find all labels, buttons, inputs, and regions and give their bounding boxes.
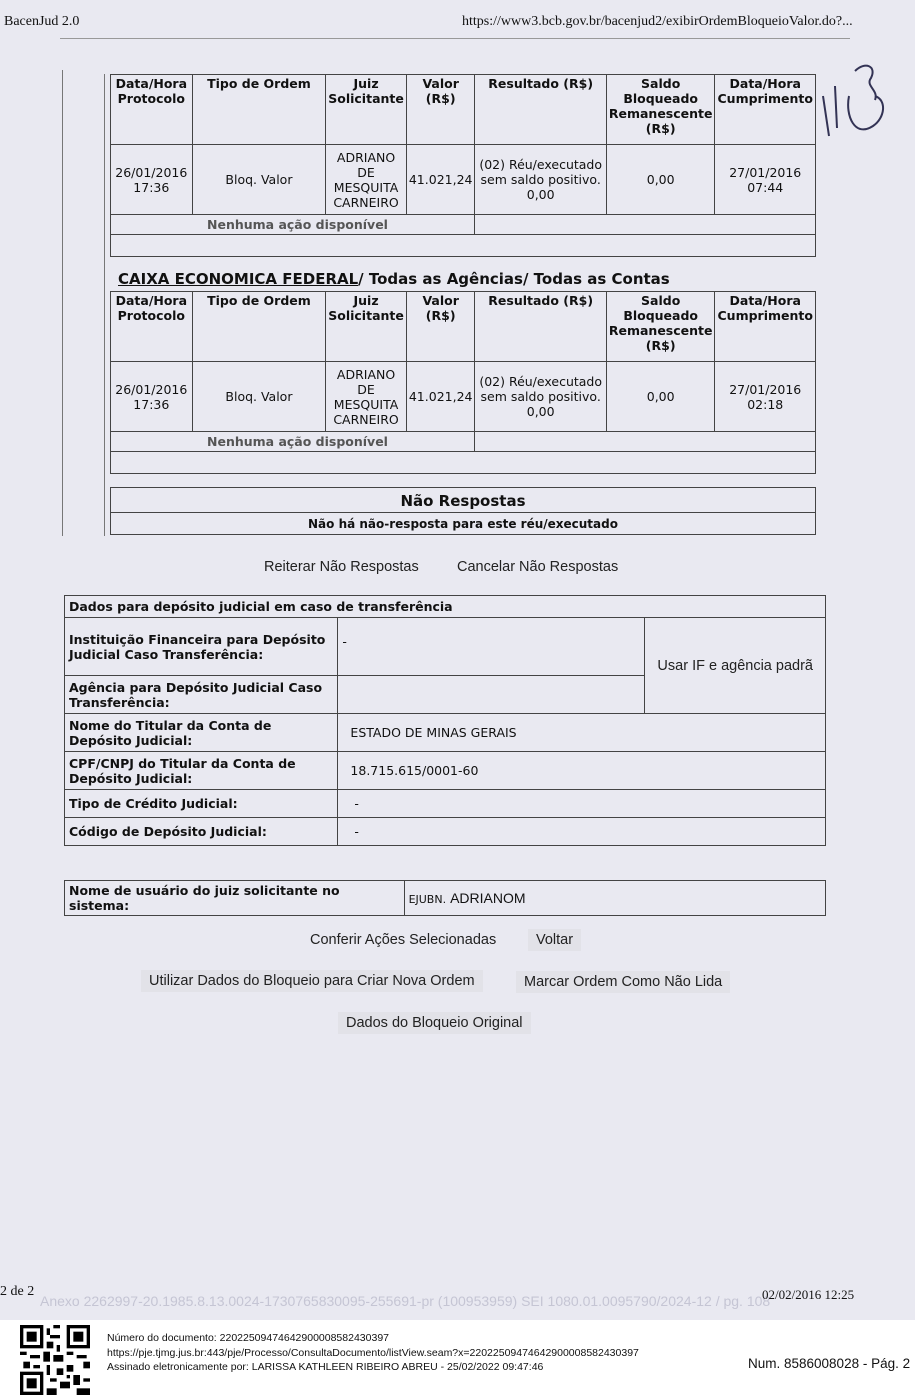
instituicao-label: Instituição Financeira para Depósito Judicial Caso Transferência: bbox=[65, 618, 338, 676]
cpf-label: CPF/CNPJ do Titular da Conta de Depósito Judicial: bbox=[65, 752, 338, 790]
usuario-table bbox=[64, 880, 826, 916]
cell-resultado: (02) Réu/executado sem saldo positivo. 0,00 bbox=[475, 362, 606, 432]
watermark: Anexo 2262997-20.1985.8.13.0024-1730765830095-255691-pr (100953959) SEI 1080.01.0095790/2024-12 / pg. 108 bbox=[40, 1293, 771, 1309]
codigo-deposito-label: Código de Depósito Judicial: bbox=[65, 818, 338, 846]
col-juiz: Juiz Solicitante bbox=[326, 292, 407, 362]
divider bbox=[104, 74, 105, 536]
no-action-text: Nenhuma ação disponível bbox=[111, 432, 475, 452]
table-row bbox=[111, 145, 816, 215]
usar-if-button[interactable]: Usar IF e agência padrã bbox=[657, 657, 813, 674]
cell-tipo: Bloq. Valor bbox=[192, 145, 326, 215]
no-action-text: Nenhuma ação disponível bbox=[111, 215, 475, 235]
cell-saldo: 0,00 bbox=[606, 145, 715, 215]
cell-tipo: Bloq. Valor bbox=[192, 362, 326, 432]
col-juiz: Juiz Solicitante bbox=[326, 75, 407, 145]
col-saldo: Saldo Bloqueado Remanescente (R$) bbox=[606, 75, 715, 145]
cell-cumprimento: 27/01/2016 07:44 bbox=[715, 145, 816, 215]
usuario-label: Nome de usuário do juiz solicitante no sistema: bbox=[65, 881, 405, 916]
cell-juiz: ADRIANO DE MESQUITA CARNEIRO bbox=[326, 145, 407, 215]
cell-juiz: ADRIANO DE MESQUITA CARNEIRO bbox=[326, 362, 407, 432]
reiterar-button[interactable]: Reiterar Não Respostas bbox=[264, 559, 419, 575]
document-number: Número do documento: 22022509474642900008582430397 bbox=[107, 1332, 389, 1344]
codigo-deposito-value: - bbox=[338, 818, 826, 846]
agencia-label: Agência para Depósito Judicial Caso Transferência: bbox=[65, 676, 338, 714]
dados-original-button[interactable]: Dados do Bloqueio Original bbox=[338, 1012, 531, 1034]
ordem-table-1 bbox=[110, 74, 816, 257]
cell-resultado: (02) Réu/executado sem saldo positivo. 0,00 bbox=[475, 145, 606, 215]
cpf-value: 18.715.615/0001-60 bbox=[338, 752, 826, 790]
cell-valor: 41.021,24 bbox=[406, 362, 475, 432]
tipo-credito-value: - bbox=[338, 790, 826, 818]
cell-valor: 41.021,24 bbox=[406, 145, 475, 215]
col-resultado: Resultado (R$) bbox=[475, 292, 606, 362]
col-protocolo: Data/Hora Protocolo bbox=[111, 75, 193, 145]
document-info bbox=[107, 1331, 639, 1375]
nao-respostas-title: Não Respostas bbox=[400, 492, 526, 510]
tipo-credito-label: Tipo de Crédito Judicial: bbox=[65, 790, 338, 818]
table-row bbox=[111, 432, 816, 452]
nao-respostas-message: Não há não-resposta para este réu/executado bbox=[308, 517, 618, 531]
col-resultado: Resultado (R$) bbox=[475, 75, 606, 145]
cell-protocolo: 26/01/2016 17:36 bbox=[111, 362, 193, 432]
col-cumprimento: Data/Hora Cumprimento bbox=[715, 292, 816, 362]
bank-suffix: / Todas as Agências/ Todas as Contas bbox=[358, 270, 670, 288]
divider bbox=[62, 70, 63, 536]
instituicao-value: - bbox=[338, 618, 645, 676]
conferir-button[interactable]: Conferir Ações Selecionadas bbox=[310, 932, 497, 948]
bank-title bbox=[118, 270, 670, 288]
usuario-prefix: EJUBN. bbox=[408, 893, 447, 906]
deposito-title: Dados para depósito judicial em caso de transferência bbox=[65, 596, 826, 618]
usuario-value bbox=[404, 881, 825, 916]
table-row bbox=[111, 215, 816, 235]
marcar-nao-lida-button[interactable]: Marcar Ordem Como Não Lida bbox=[516, 971, 730, 993]
col-valor: Valor (R$) bbox=[406, 75, 475, 145]
qr-code-icon bbox=[20, 1325, 90, 1395]
cell-saldo: 0,00 bbox=[606, 362, 715, 432]
cell-protocolo: 26/01/2016 17:36 bbox=[111, 145, 193, 215]
col-saldo: Saldo Bloqueado Remanescente (R$) bbox=[606, 292, 715, 362]
ordem-table-2 bbox=[110, 291, 816, 474]
document-url: https://pje.tjmg.jus.br:443/pje/Processo/ConsultaDocumento/listView.seam?x=22022509474642900008582430397 bbox=[107, 1346, 639, 1359]
usuario-login: ADRIANOM bbox=[450, 890, 526, 906]
browser-title: BacenJud 2.0 bbox=[4, 14, 80, 29]
nao-respostas-box bbox=[110, 487, 816, 535]
table-header-row bbox=[111, 292, 816, 362]
document-signature: Assinado eletronicamente por: LARISSA KATHLEEN RIBEIRO ABREU - 25/02/2022 09:47:46 bbox=[107, 1361, 544, 1373]
voltar-button[interactable]: Voltar bbox=[528, 929, 581, 951]
document-page-number: Num. 8586008028 - Pág. 2 bbox=[748, 1356, 911, 1371]
page-indicator: 2 de 2 bbox=[0, 1284, 35, 1299]
titular-value: ESTADO DE MINAS GERAIS bbox=[338, 714, 826, 752]
divider bbox=[60, 38, 850, 39]
col-tipo: Tipo de Ordem bbox=[192, 292, 326, 362]
table-row bbox=[111, 362, 816, 432]
col-tipo: Tipo de Ordem bbox=[192, 75, 326, 145]
utilizar-dados-button[interactable]: Utilizar Dados do Bloqueio para Criar Nova Ordem bbox=[141, 970, 483, 992]
cell-cumprimento: 27/01/2016 02:18 bbox=[715, 362, 816, 432]
cancelar-button[interactable]: Cancelar Não Respostas bbox=[457, 559, 619, 575]
col-protocolo: Data/Hora Protocolo bbox=[111, 292, 193, 362]
handwritten-signature bbox=[815, 56, 895, 156]
browser-url: https://www3.bcb.gov.br/bacenjud2/exibirOrdemBloqueioValor.do?... bbox=[462, 14, 853, 29]
table-header-row bbox=[111, 75, 816, 145]
col-cumprimento: Data/Hora Cumprimento bbox=[715, 75, 816, 145]
bank-name: CAIXA ECONOMICA FEDERAL bbox=[118, 270, 359, 288]
col-valor: Valor (R$) bbox=[406, 292, 475, 362]
print-datetime: 02/02/2016 12:25 bbox=[762, 1287, 855, 1302]
titular-label: Nome do Titular da Conta de Depósito Judicial: bbox=[65, 714, 338, 752]
agencia-value bbox=[338, 676, 645, 714]
deposito-table bbox=[64, 595, 826, 846]
